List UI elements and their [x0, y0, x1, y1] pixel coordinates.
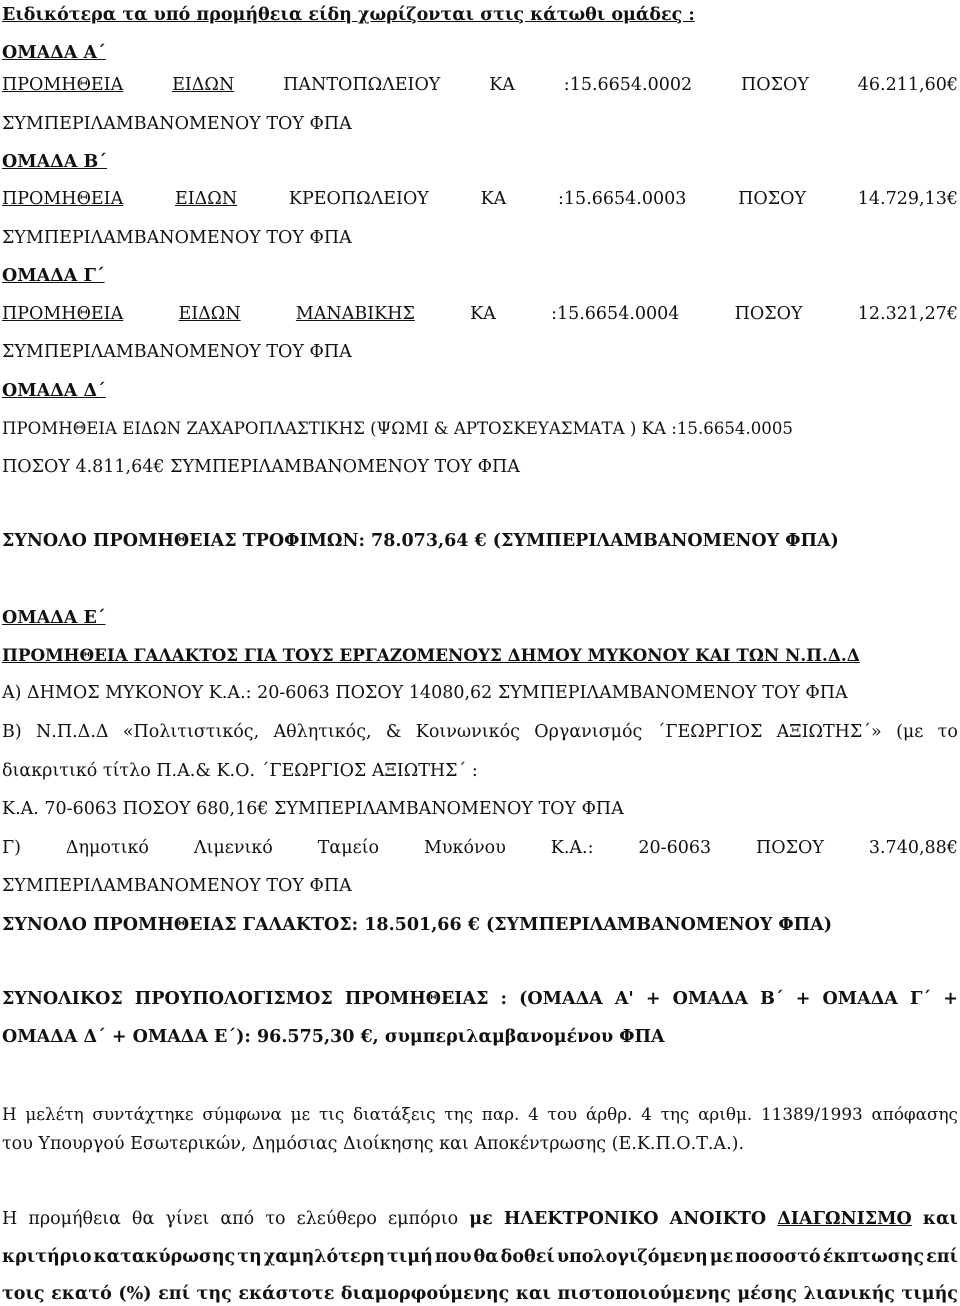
word: επί [158, 1284, 191, 1304]
group-d-line2: ΠΟΣΟΥ 4.811,64€ ΣΥΜΠΕΡΙΛΑΜΒΑΝΟΜΕΝΟΥ ΤΟΥ ΦΠΑ [2, 457, 520, 477]
word: Δημοτικό [65, 838, 149, 858]
procurement-line2 [2, 1245, 958, 1269]
account-code: :15.6654.0004 [551, 304, 680, 324]
word: ΠΟΣΟΥ [738, 189, 807, 209]
word: εκάστοτε [238, 1284, 335, 1304]
word: ΠΡΟΥΠΟΛΟΓΙΣΜΟΣ [134, 989, 333, 1009]
word: ελεύθερο [296, 1209, 377, 1229]
word: (ΟΜΑΔΑ [519, 989, 603, 1009]
word: πιστοποιούμενης [557, 1284, 731, 1304]
group-d-line1: ΠΡΟΜΗΘΕΙΑ ΕΙΔΩΝ ΖΑΧΑΡΟΠΛΑΣΤΙΚΗΣ (ΨΩΜΙ & ΑΡΤΟΣΚΕΥΑΣΜΑΤΑ ) ΚΑ :15.6654.0005 [2, 419, 793, 438]
milk-total: ΣΥΝΟΛΟ ΠΡΟΜΗΘΕΙΑΣ ΓΑΛΑΚΤΟΣ: 18.501,66 € (ΣΥΜΠΕΡΙΛΑΜΒΑΝΟΜΕΝΟΥ ΦΠΑ) [2, 915, 833, 935]
word: Ταμείο [317, 838, 380, 858]
group-b-line1 [2, 187, 958, 211]
group-e-subtitle: ΠΡΟΜΗΘΕΙΑ ΓΑΛΑΚΤΟΣ ΓΙΑ ΤΟΥΣ ΕΡΓΑΖΟΜΕΝΟΥΣ ΔΗΜΟΥ ΜΥΚΟΝΟΥ ΚΑΙ ΤΩΝ Ν.Π.Δ.Δ [2, 645, 860, 665]
word: Α' [614, 989, 634, 1009]
word: ΕΙΔΩΝ [178, 304, 241, 324]
word: Αθλητικός, [273, 722, 372, 742]
group-e-line-b1 [2, 720, 958, 744]
word: άρθρ. [585, 1104, 633, 1124]
word: ΗΛΕΚΤΡΟΝΙΚΟ [503, 1209, 659, 1229]
word: που [434, 1247, 472, 1267]
word: διαμορφούμενης [340, 1284, 510, 1304]
word: Κ.Α.: [550, 838, 594, 858]
word: και [515, 1284, 551, 1304]
group-b-title: ΟΜΑΔΑ Β΄ [2, 152, 107, 172]
word: ΕΙΔΩΝ [174, 189, 238, 209]
word: τη [237, 1247, 262, 1267]
word: ΕΙΔΩΝ [172, 75, 235, 95]
word: τιμή [387, 1247, 433, 1267]
word: έκπτωσης [822, 1247, 925, 1267]
word: «Πολιτιστικός, [122, 722, 260, 742]
word: ΄ΓΕΩΡΓΙΟΣ [656, 722, 763, 742]
word: ΟΜΑΔΑ [672, 989, 748, 1009]
word: Β) [2, 722, 22, 742]
word: ΟΜΑΔΑ [822, 989, 898, 1009]
word: της [444, 1104, 474, 1124]
word: Κοινωνικός [415, 722, 520, 742]
word: ΠΟΣΟΥ [741, 75, 809, 95]
word: (%) [118, 1284, 152, 1304]
word: εμπόριο [388, 1209, 459, 1229]
word: 20-6063 [638, 838, 712, 858]
word: ΠΡΟΜΗΘΕΙΑ [2, 75, 124, 95]
word: + [795, 989, 811, 1009]
word: ΠΡΟΜΗΘΕΙΑΣ [344, 989, 489, 1009]
word: Η [2, 1104, 17, 1124]
study-line2: του Υπουργού Εσωτερικών, Δημόσιας Διοίκησης και Αποκέντρωσης (Ε.Κ.Π.Ο.Τ.Α.). [2, 1134, 745, 1154]
word: (με [896, 722, 924, 742]
word: υπολογιζόμενη [556, 1247, 708, 1267]
amount: 12.321,27€ [857, 304, 958, 324]
group-e-title: ΟΜΑΔΑ Ε΄ [2, 608, 106, 628]
word: με [290, 1104, 311, 1124]
amount: 3.740,88€ [868, 838, 958, 858]
word: Γ΄ [909, 989, 932, 1009]
group-c-line1 [2, 302, 958, 326]
word: κατακύρωσης [93, 1247, 236, 1267]
intro-heading: Ειδικότερα τα υπό προμήθεια είδη χωρίζονται στις κάτωθι ομάδες : [2, 5, 695, 25]
group-e-line-a: Α) ΔΗΜΟΣ ΜΥΚΟΝΟΥ Κ.Α.: 20-6063 ΠΟΣΟΥ 14080,62 ΣΥΜΠΕΡΙΛΑΜΒΑΝΟΜΕΝΟΥ ΤΟΥ ΦΠΑ [2, 683, 848, 703]
word: κριτήριο [2, 1247, 92, 1267]
word: τοις [2, 1284, 45, 1304]
word: λιανικής [803, 1284, 895, 1304]
word: ΠΟΣΟΥ [734, 304, 803, 324]
word: της [196, 1284, 232, 1304]
word: τις [318, 1104, 345, 1124]
word: θα [131, 1209, 155, 1229]
word: ΑΝΟΙΚΤΟ [669, 1209, 767, 1229]
amount: 14.729,13€ [857, 189, 958, 209]
study-line1 [2, 1102, 958, 1126]
word: 11389/1993 [760, 1104, 863, 1124]
procurement-line3 [2, 1282, 958, 1306]
word: ΠΡΟΜΗΘΕΙΑ [2, 304, 124, 324]
word: ΚΑ [489, 75, 515, 95]
group-b-line2: ΣΥΜΠΕΡΙΛΑΜΒΑΝΟΜΕΝΟΥ ΤΟΥ ΦΠΑ [2, 228, 352, 248]
word: μελέτη [25, 1104, 84, 1124]
word: Β΄ [760, 989, 784, 1009]
word: 4 [641, 1104, 652, 1124]
group-c-line2: ΣΥΜΠΕΡΙΛΑΜΒΑΝΟΜΕΝΟΥ ΤΟΥ ΦΠΑ [2, 342, 352, 362]
procurement-line1 [2, 1207, 958, 1231]
word: ΚΡΕΟΠΩΛΕΙΟΥ [288, 189, 429, 209]
word: του [547, 1104, 578, 1124]
word: χαμηλότερη [263, 1247, 385, 1267]
account-code: :15.6654.0002 [563, 75, 693, 95]
word: αριθμ. [698, 1104, 753, 1124]
word: Οργανισμός [534, 722, 643, 742]
budget-line2: ΟΜΑΔΑ Δ΄ + ΟΜΑΔΑ Ε΄): 96.575,30 €, συμπεριλαμβανομένου ΦΠΑ [2, 1027, 665, 1047]
word: & [385, 722, 402, 742]
word: Γ) [2, 838, 21, 858]
word: ΔΙΑΓΩΝΙΣΜΟ [777, 1209, 912, 1229]
budget-line1 [2, 987, 958, 1011]
word: ΠΟΣΟΥ [756, 838, 824, 858]
word: από [220, 1209, 255, 1229]
word: εκατό [51, 1284, 112, 1304]
word: ποσοστό [735, 1247, 821, 1267]
word: με [469, 1209, 493, 1229]
word: τιμής [901, 1284, 958, 1304]
word: επί [926, 1247, 958, 1267]
account-code: :15.6654.0003 [558, 189, 687, 209]
word: απόφασης [871, 1104, 958, 1124]
word: : [500, 989, 508, 1009]
group-a-line2: ΣΥΜΠΕΡΙΛΑΜΒΑΝΟΜΕΝΟΥ ΤΟΥ ΦΠΑ [2, 114, 352, 134]
word: Μυκόνου [423, 838, 506, 858]
word: προμήθεια [28, 1209, 121, 1229]
word: το [265, 1209, 286, 1229]
word: ΜΑΝΑΒΙΚΗΣ [295, 304, 415, 324]
word: και [922, 1209, 958, 1229]
word: ΑΞΙΩΤΗΣ΄» [776, 722, 882, 742]
word: της [660, 1104, 690, 1124]
group-d-title: ΟΜΑΔΑ Δ΄ [2, 381, 106, 401]
word: Ν.Π.Δ.Δ [35, 722, 109, 742]
amount: 46.211,60€ [857, 75, 958, 95]
word: ΠΑΝΤΟΠΩΛΕΙΟΥ [283, 75, 441, 95]
word: γίνει [165, 1209, 210, 1229]
word: ΚΑ [470, 304, 496, 324]
word: + [645, 989, 661, 1009]
word: δοθεί [500, 1247, 555, 1267]
group-e-line-c1 [2, 836, 958, 860]
group-a-line1 [2, 73, 958, 97]
word: Η [2, 1209, 18, 1229]
word: συντάχτηκε [92, 1104, 194, 1124]
word: με [709, 1247, 734, 1267]
word: Λιμενικό [193, 838, 273, 858]
group-c-title: ΟΜΑΔΑ Γ΄ [2, 266, 105, 286]
word: + [943, 989, 958, 1009]
word: ΚΑ [480, 189, 507, 209]
word: διατάξεις [353, 1104, 436, 1124]
group-e-line-c2: ΣΥΜΠΕΡΙΛΑΜΒΑΝΟΜΕΝΟΥ ΤΟΥ ΦΠΑ [2, 876, 352, 896]
word: σύμφωνα [202, 1104, 282, 1124]
group-e-line-b2: διακριτικό τίτλο Π.Α.& Κ.Ο. ΄ΓΕΩΡΓΙΟΣ ΑΞΙΩΤΗΣ΄ : [2, 761, 478, 781]
group-e-line-b3: Κ.Α. 70-6063 ΠΟΣΟΥ 680,16€ ΣΥΜΠΕΡΙΛΑΜΒΑΝΟΜΕΝΟΥ ΤΟΥ ΦΠΑ [2, 799, 624, 819]
word: ΣΥΝΟΛΙΚΟΣ [2, 989, 123, 1009]
word: ΠΡΟΜΗΘΕΙΑ [2, 189, 124, 209]
food-total: ΣΥΝΟΛΟ ΠΡΟΜΗΘΕΙΑΣ ΤΡΟΦΙΜΩΝ: 78.073,64 € (ΣΥΜΠΕΡΙΛΑΜΒΑΝΟΜΕΝΟΥ ΦΠΑ) [2, 531, 839, 551]
word: 4 [528, 1104, 539, 1124]
word: το [937, 722, 958, 742]
group-a-title: ΟΜΑΔΑ Α΄ [2, 43, 106, 63]
word: θα [473, 1247, 499, 1267]
word: παρ. [481, 1104, 520, 1124]
word: μέσης [737, 1284, 798, 1304]
